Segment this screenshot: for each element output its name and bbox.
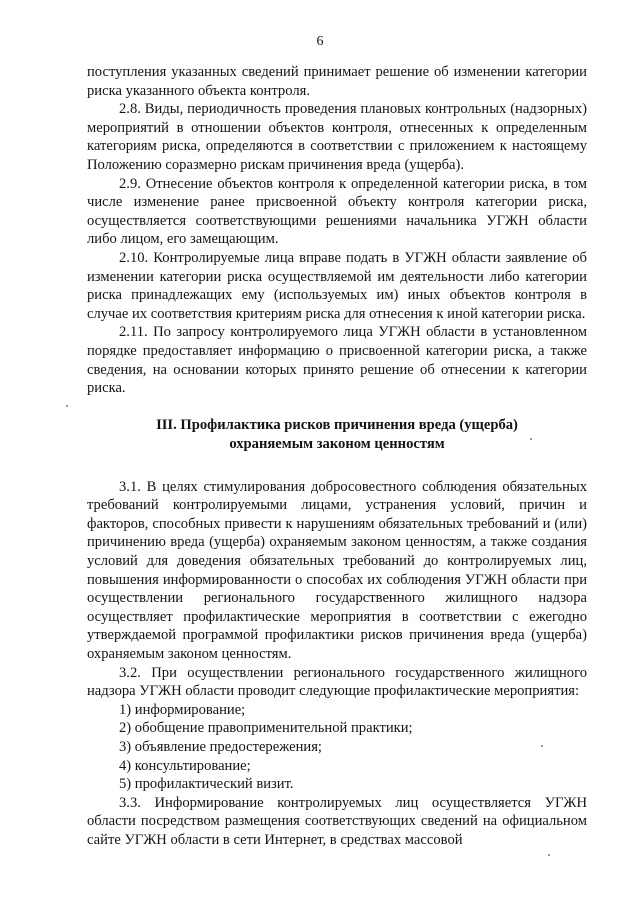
list-item-consulting: 4) консультирование; (119, 757, 251, 774)
list-item-informing: 1) информирование; (119, 701, 246, 718)
scan-speck (530, 438, 532, 440)
list-item-preventive-visit: 5) профилактический визит. (119, 776, 294, 793)
paragraph-2-8: 2.8. Виды, периодичность проведения плановых контрольных (надзорных) мероприятий в отношении объектов контроля, отнесенных к определенным категориям риска, определяются в соответствии с приложением к настоящему Положению соразмерно рискам причинения вреда (ущерба). (87, 101, 587, 173)
paragraph-3-1: 3.1. В целях стимулирования добросовестного соблюдения обязательных требований контролируемыми лицами, устранения условий, причин и факторов, способных привести к нарушениям обязательных требований и (или) причинению вреда (ущерба) охраняемым законом ценностям, а также создания условий для доведения обязательных требований до контролируемых лиц, повышения информированности о способах их соблюдения УГЖН области при осуществлении регионального государственного жилищного надзора осуществляет профилактические мероприятия в соответствии с ежегодно утверждаемой программой профилактики рисков причинения вреда (ущерба) охраняемым законом ценностям. (87, 478, 587, 663)
page-number: 6 (316, 34, 324, 49)
paragraph-2-9: 2.9. Отнесение объектов контроля к определенной категории риска, в том числе изменение ранее присвоенной объекту контроля категории риска, осуществляется соответствующими решениями начальника УГЖН области либо лицом, его замещающим. (87, 175, 587, 248)
scan-speck (66, 405, 68, 407)
section-heading-line-2: охраняемым законом ценностям (229, 435, 445, 452)
scan-speck (541, 745, 543, 747)
section-heading-line-1: III. Профилактика рисков причинения вреда (ущерба) (156, 416, 518, 433)
section-heading (87, 416, 587, 454)
list-item-warning: 3) объявление предостережения; (119, 739, 322, 755)
scan-speck (548, 854, 550, 856)
list-item-practice-summary: 2) обобщение правоприменительной практики; (119, 720, 413, 737)
paragraph-continuation: поступления указанных сведений принимает решение об изменении категории риска указанного объекта контроля. (87, 64, 587, 99)
paragraph-3-3: 3.3. Информирование контролируемых лиц осуществляется УГЖН области посредством размещения соответствующих сведений на официальном сайте УГЖН области в сети Интернет, в средствах массовой (87, 794, 587, 848)
paragraph-2-10: 2.10. Контролируемые лица вправе подать в УГЖН области заявление об изменении категории риска осуществляемой им деятельности либо категории риска принадлежащих ему (используемых им) иных объектов контроля в случае их соответствия критериям риска для отнесения к иной категории риска. (87, 249, 587, 322)
document-body (87, 63, 587, 850)
paragraph-3-2: 3.2. При осуществлении регионального государственного жилищного надзора УГЖН области проводит следующие профилактические мероприятия: (87, 664, 587, 700)
paragraph-2-11: 2.11. По запросу контролируемого лица УГЖН области в установленном порядке предоставляет информацию о присвоенной категории риска, а также сведения, на основании которых принято решение об отнесении к категории риска. (87, 324, 587, 397)
